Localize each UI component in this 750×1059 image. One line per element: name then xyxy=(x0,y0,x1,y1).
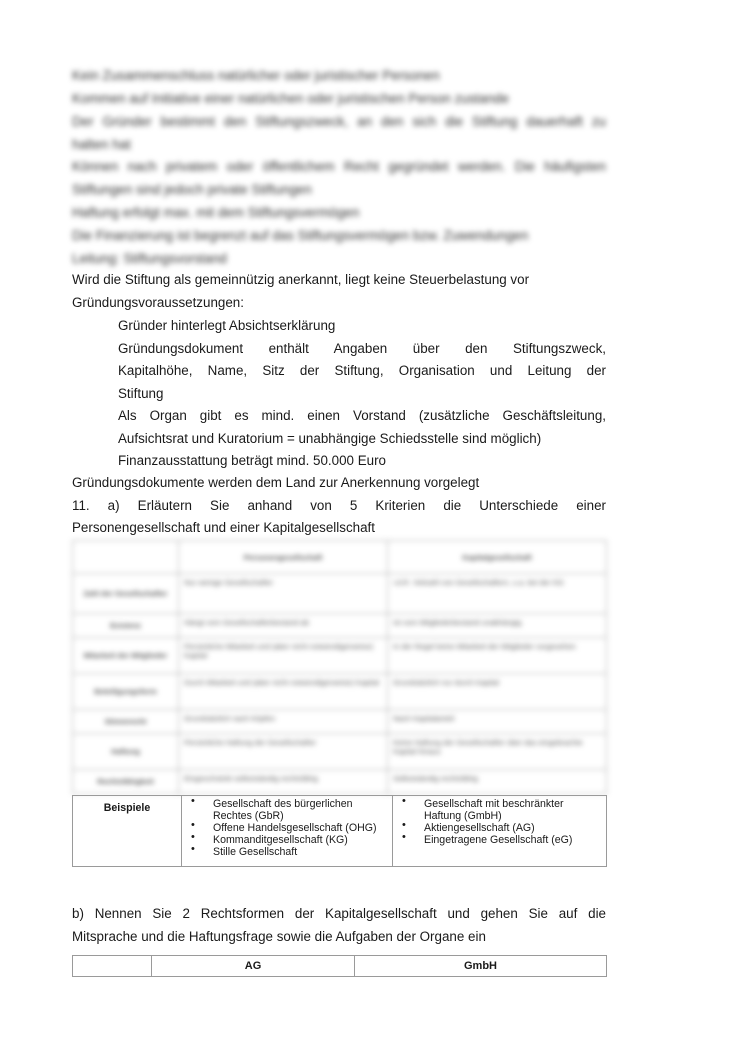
list-item: • Kommanditgesellschaft (KG) xyxy=(213,834,387,846)
examples-label: Beispiele xyxy=(73,796,182,867)
table-header-cell: Personengesellschaft xyxy=(179,541,388,574)
criterion-cell: Rechtsfähigkeit xyxy=(73,770,179,794)
table-header-row xyxy=(73,956,607,977)
personen-cell: Persönliche Haftung der Gesellschafter xyxy=(179,734,388,770)
table-row xyxy=(73,574,607,614)
personen-examples xyxy=(182,796,393,867)
question-11b-cont: Mitsprache und die Haftungsfrage sowie die Aufgaben der Organe ein xyxy=(72,929,486,944)
blurred-line: Stiftungen sind jedoch private Stiftungen xyxy=(72,182,312,197)
kapital-cell: Grundsätzlich nur durch Kapital xyxy=(388,674,607,710)
blurred-line: Der Gründer bestimmt den Stiftungszweck, an den sich die Stiftung dauerhaft zu xyxy=(72,114,606,129)
table-row xyxy=(73,734,607,770)
blurred-line: Leitung: Stiftungsvorstand xyxy=(72,251,227,266)
question-11b: b) Nennen Sie 2 Rechtsformen der Kapitalgesellschaft und gehen Sie auf die xyxy=(72,906,606,921)
list-item: • Gesellschaft mit beschränkter Haftung (GmbH) xyxy=(424,798,601,822)
examples-table xyxy=(72,795,607,867)
criterion-cell: Beteiligungsform xyxy=(73,674,179,710)
personen-cell: Grundsätzlich nach Köpfen xyxy=(179,710,388,734)
examples-row xyxy=(73,796,607,867)
list-item: • Eingetragene Gesellschaft (eG) xyxy=(424,834,601,846)
table-header-cell xyxy=(73,956,152,977)
list-item: • Gesellschaft des bürgerlichen Rechtes (GbR) xyxy=(213,798,387,822)
kapital-cell: Keine Haftung der Gesellschafter über das eingebrachte Kapital hinaus xyxy=(388,734,607,770)
table-header-cell: AG xyxy=(152,956,355,977)
kapital-cell: Selbstständig rechtsfähig xyxy=(388,770,607,794)
blurred-line: Kommen auf Initiative einer natürlichen oder juristischen Person zustande xyxy=(72,91,509,106)
prereq-item: Gründer hinterlegt Absichtserklärung xyxy=(118,318,336,333)
table-row xyxy=(73,614,607,638)
blurred-line: Die Finanzierung ist begrenzt auf das Stiftungsvermögen bzw. Zuwendungen xyxy=(72,228,529,243)
personen-cell: Durch Mitarbeit und (aber nicht notwendigerweise) Kapital xyxy=(179,674,388,710)
comparison-table xyxy=(72,540,607,794)
kapital-examples xyxy=(393,796,607,867)
criterion-cell: Zahl der Gesellschafter xyxy=(73,574,179,614)
criterion-cell: Mitarbeit der Mitglieder xyxy=(73,638,179,674)
table-row xyxy=(73,638,607,674)
prereq-item: Gründungsdokument enthält Angaben über den Stiftungszweck, xyxy=(118,341,606,356)
kapital-cell: In der Regel keine Mitarbeit der Mitglieder vorgesehen xyxy=(388,638,607,674)
table-row xyxy=(73,710,607,734)
list-item: • Offene Handelsgesellschaft (OHG) xyxy=(213,822,387,834)
tax-line: Wird die Stiftung als gemeinnützig anerkannt, liegt keine Steuerbelastung vor xyxy=(72,272,530,287)
blurred-line: halten hat xyxy=(72,137,131,152)
table-row xyxy=(73,770,607,794)
prereq-item: Kapitalhöhe, Name, Sitz der Stiftung, Organisation und Leitung der xyxy=(118,363,606,378)
criterion-cell: Stimmrecht xyxy=(73,710,179,734)
prereq-item: Stiftung xyxy=(118,386,164,401)
kapital-cell: Nach Kapitalanteil xyxy=(388,710,607,734)
blurred-line: Haftung erfolgt max. mit dem Stiftungsvermögen xyxy=(72,205,360,220)
list-item: • Stille Gesellschaft xyxy=(213,846,387,858)
criterion-cell: Haftung xyxy=(73,734,179,770)
submit-line: Gründungsdokumente werden dem Land zur Anerkennung vorgelegt xyxy=(72,475,480,490)
prereq-item: Aufsichtsrat und Kuratorium = unabhängige Schiedsstelle sind möglich) xyxy=(118,431,542,446)
prereq-heading: Gründungsvoraussetzungen: xyxy=(72,295,244,310)
table-header-cell xyxy=(73,541,179,574)
personen-cell: Hängt vom Gesellschafterbestand ab xyxy=(179,614,388,638)
question-11a: 11. a) Erläutern Sie anhand von 5 Kriterien die Unterschiede einer xyxy=(72,498,606,513)
table-header-cell: GmbH xyxy=(355,956,607,977)
kapital-cell: Ist vom Mitgliederbestand unabhängig xyxy=(388,614,607,638)
table-header-row xyxy=(73,541,607,574)
forms-table xyxy=(72,955,607,977)
blurred-line: Können nach privatem oder öffentlichem Recht gegründet werden. Die häufigsten xyxy=(72,159,606,174)
personen-cell: Nur wenige Gesellschafter xyxy=(179,574,388,614)
blurred-line: Kein Zusammenschluss natürlicher oder juristischer Personen xyxy=(72,68,440,83)
personen-cell: Eingeschränkt selbstständig rechtsfähig xyxy=(179,770,388,794)
question-11a-cont: Personengesellschaft und einer Kapitalgesellschaft xyxy=(72,520,375,535)
list-item: • Aktiengesellschaft (AG) xyxy=(424,822,601,834)
table-row xyxy=(73,674,607,710)
table-header-cell: Kapitalgesellschaft xyxy=(388,541,607,574)
personen-cell: Persönliche Mitarbeit und (aber nicht notwendigerweise) Kapital xyxy=(179,638,388,674)
prereq-item: Finanzausstattung beträgt mind. 50.000 Euro xyxy=(118,453,386,468)
criterion-cell: Existenz xyxy=(73,614,179,638)
prereq-item: Als Organ gibt es mind. einen Vorstand (zusätzliche Geschäftsleitung, xyxy=(118,408,606,423)
kapital-cell: i.d.R. Vielzahl von Gesellschaftern, u.a. bei der KG xyxy=(388,574,607,614)
